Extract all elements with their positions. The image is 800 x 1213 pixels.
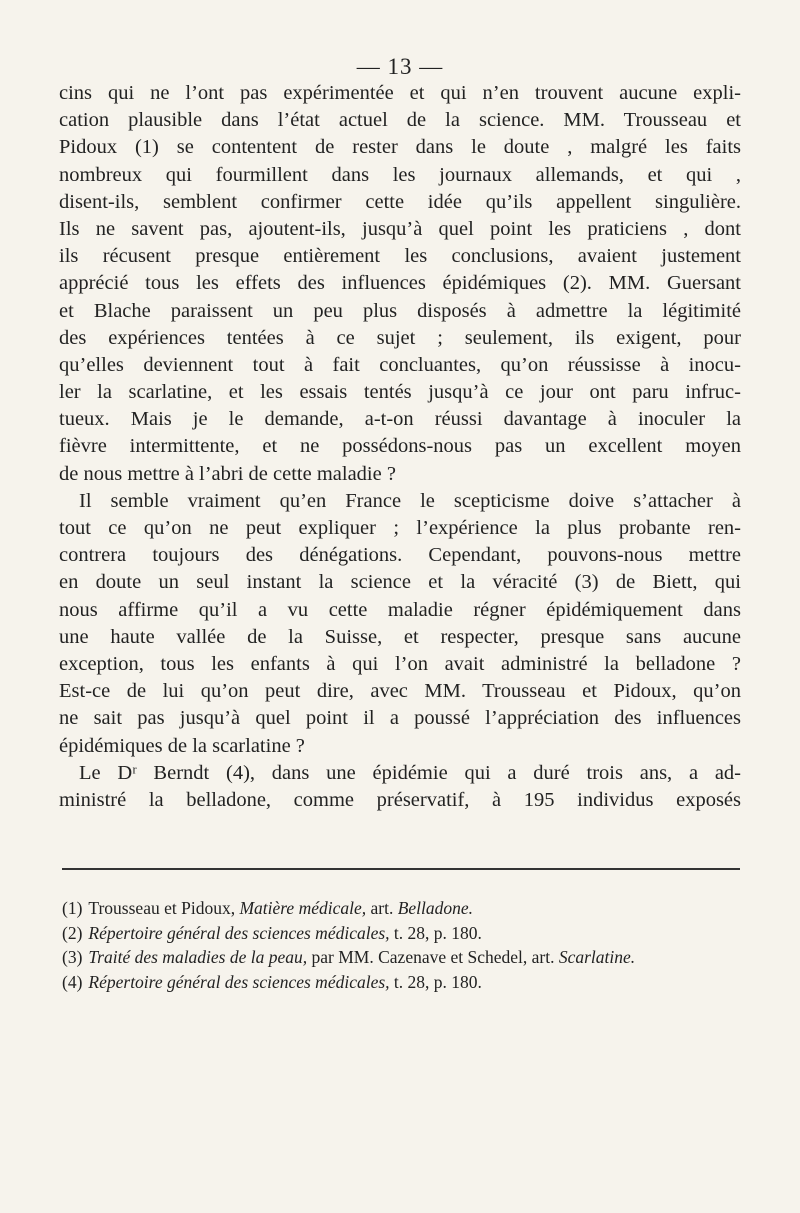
body-line: cation plausible dans l’état actuel de la science. MM. Trousseau et [59, 109, 741, 132]
body-line: Il semble vraiment qu’en France le scepticisme doive s’attacher à [79, 489, 741, 512]
body-line: de nous mettre à l’abri de cette maladie ? [59, 462, 396, 485]
footnote-number: (4) [62, 971, 83, 992]
footnote [62, 970, 742, 995]
body-line: en doute un seul instant la science et la véracité (3) de Biett, qui [59, 571, 741, 594]
footnote-separator [62, 868, 740, 870]
footnotes [62, 896, 742, 994]
footnote-text: t. 28, p. 180. [389, 922, 482, 943]
body-line: Est-ce de lui qu’on peut dire, avec MM. Trousseau et Pidoux, qu’on [59, 680, 741, 703]
footnote-number: (2) [62, 922, 83, 943]
body-line: Pidoux (1) se contentent de rester dans le doute , malgré les faits [59, 136, 741, 159]
footnote-title: Matière médicale, [239, 898, 367, 918]
body-line: exception, tous les enfants à qui l’on avait administré la belladone ? [59, 652, 741, 675]
body-line: qu’elles deviennent tout à fait concluantes, qu’on réussisse à inocu- [59, 353, 741, 376]
body-line: une haute vallée de la Suisse, et respecter, presque sans aucune [59, 625, 741, 648]
footnote-text: par MM. Cazenave et Schedel, art. [307, 947, 559, 968]
body-line: Le Dʳ Berndt (4), dans une épidémie qui a duré trois ans, a ad- [79, 761, 741, 784]
footnote-text: t. 28, p. 180. [389, 971, 482, 992]
footnote-number: (3) [62, 947, 83, 968]
footnote-title: Répertoire général des sciences médicales, [88, 971, 390, 992]
body-line: nombreux qui fourmillent dans les journaux allemands, et qui , [59, 163, 741, 186]
body-line: ils récusent presque entièrement les conclusions, avaient justement [59, 245, 741, 268]
body-line: et Blache paraissent un peu plus disposés à admettre la légitimité [59, 299, 741, 322]
footnote-title: Traité des maladies de la peau, [88, 947, 308, 968]
footnote-text: Trousseau et Pidoux, [88, 898, 240, 918]
body-line: des expériences tentées à ce sujet ; seulement, ils exigent, pour [59, 326, 741, 349]
body-line: cins qui ne l’ont pas expérimentée et qui n’en trouvent aucune expli- [59, 82, 741, 104]
footnote-title: Répertoire général des sciences médicales, [88, 922, 390, 943]
footnote [62, 945, 742, 970]
footnote-number: (1) [62, 898, 83, 918]
footnote [62, 896, 742, 921]
body-line: nous affirme qu’il a vu cette maladie régner épidémiquement dans [59, 598, 741, 621]
footnote-text: art. [366, 898, 398, 918]
body-line: fièvre intermittente, et ne possédons-nous pas un excellent moyen [59, 435, 741, 458]
body-line: tout ce qu’on ne peut expliquer ; l’expérience la plus probante ren- [59, 517, 741, 539]
body-line: Ils ne savent pas, ajoutent-ils, jusqu’à quel point les praticiens , dont [59, 217, 741, 240]
footnote-title: Scarlatine. [558, 947, 636, 968]
body-line: ne sait pas jusqu’à quel point il a poussé l’appréciation des influences [59, 707, 741, 730]
body-line: tueux. Mais je le demande, a-t-on réussi davantage à inoculer la [59, 408, 741, 431]
body-line: contrera toujours des dénégations. Cependant, pouvons-nous mettre [59, 544, 741, 567]
body-line: ministré la belladone, comme préservatif, à 195 individus exposés [59, 788, 741, 811]
body-line: apprécié tous les effets des influences épidémiques (2). MM. Guersant [59, 272, 741, 295]
body-line: ler la scarlatine, et les essais tentés jusqu’à ce jour ont paru infruc- [59, 381, 741, 404]
footnote [62, 921, 742, 946]
footnote-title: Belladone. [397, 898, 474, 918]
body-line: disent-ils, semblent confirmer cette idée qu’ils appellent singulière. [59, 190, 741, 213]
body-line: épidémiques de la scarlatine ? [59, 734, 305, 757]
page-number: — 13 — [356, 54, 444, 79]
body-text [59, 80, 741, 814]
